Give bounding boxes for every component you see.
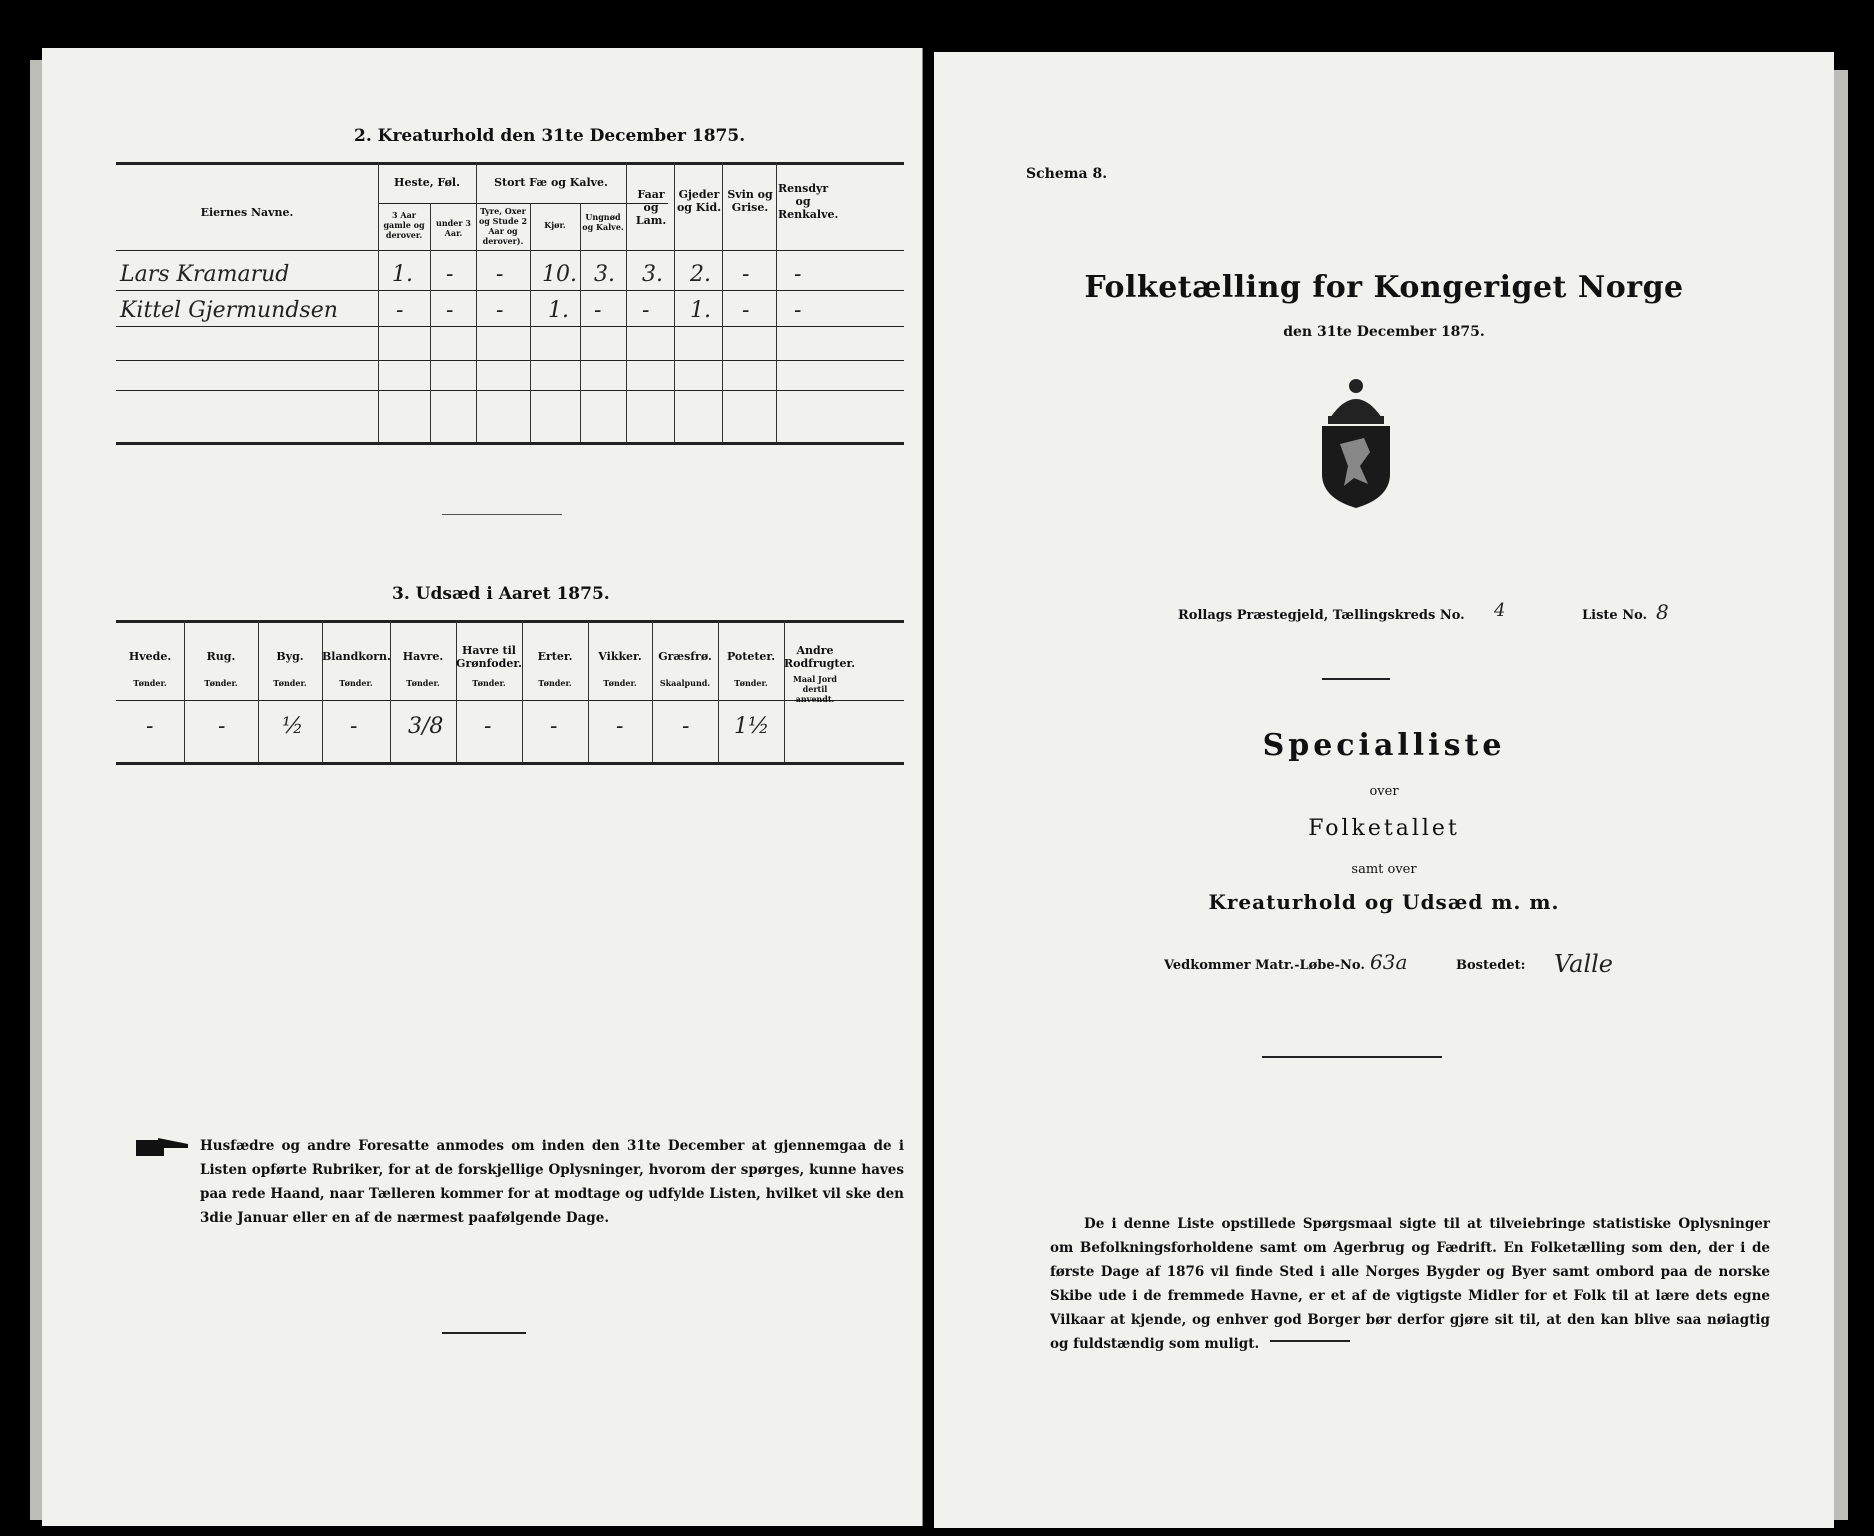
census-title: Folketælling for Kongeriget Norge <box>1084 270 1684 305</box>
list-label: Liste No. <box>1582 608 1648 623</box>
intro-note: De i denne Liste opstillede Spørgsmaal sigte til at tilveiebringe statistiske Oplysninger om Befolkningsforholdene samt om Agerbrug og Fædrift. En Folketælling som den, der i de første Dage af 1876 vil finde Sted i alle Norges Bygder og Byer samt ombord paa de norske Skibe ude i de fremmede Havne, er et af de vigtigste Midler for et Folk til at lære dets egne Vilkaar at kjende, og enhver god Borger bør derfor gjøre sit til, at den kan blive saa nøiagtig og fuldstændig som muligt. <box>1050 1216 1770 1352</box>
divider <box>442 514 562 515</box>
right-page-edge <box>1834 70 1848 1520</box>
parish-label: Rollags Præstegjeld, Tællingskreds No. <box>1178 608 1465 623</box>
livestock-title: 2. Kreaturhold den 31te December 1875. <box>354 126 746 146</box>
horses-header: Heste, Føl. <box>394 176 460 189</box>
census-date: den 31te December 1875. <box>1283 324 1485 340</box>
footnote-text: Husfædre og andre Foresatte anmodes om inden den 31te December at gjennemgaa de i Listen opførte Rubriker, for at de forskjellige Oplysninger, hvorom der spørges, kunne haves paa rede Haand, naar Tælleren kommer for at modtage og udfylde Listen, hvilket vil ske den 3die Januar eller en af de nærmest paafølgende Dage. <box>200 1138 904 1226</box>
kreaturhold-title: Kreaturhold og Udsæd m. m. <box>1208 890 1560 914</box>
owner-names-header: Eiernes Navne. <box>200 206 294 219</box>
schema-label: Schema 8. <box>1026 166 1108 182</box>
matr-value: 63a <box>1370 950 1408 974</box>
livestock-table-bottom <box>116 442 904 445</box>
bosted-label: Bostedet: <box>1456 958 1526 973</box>
right-page: Schema 8. Folketælling for Kongeriget Norge den 31te December 1875. Rollags Præstegjeld, Tællingskreds No. 4 Liste No. 8 Specialliste over Folketallet samt over Kreaturhold og Udsæd m. m. Vedkommer Matr.-Løbe-No. 63a Bostedet: Valle De i denne Liste opstillede Spørgsmaal sigte til at tilveiebringe statistiske Oplysninger om Befolkningsforholdene samt om Agerbrug og Fædrift. En Folketælling som den, der i de første Dage af 1876 vil finde Sted i alle Norges Bygder og Byer samt ombord paa de norske Skibe ude i de fremmede Havne, er et af de vigtigste Midler for et Folk til at lære dets egne Vilkaar at kjende, og enhver god Borger bør derfor gjøre sit til, at den kan blive saa nøiagtig og fuldstændig som muligt. <box>934 52 1834 1528</box>
matr-label: Vedkommer Matr.-Løbe-No. <box>1164 958 1365 973</box>
livestock-row-1-name: Lars Kramarud <box>120 262 290 287</box>
pointing-hand-icon <box>134 1136 192 1158</box>
specialliste-title: Specialliste <box>1262 728 1506 763</box>
seed-title: 3. Udsæd i Aaret 1875. <box>392 584 610 604</box>
cattle-header: Stort Fæ og Kalve. <box>494 176 608 189</box>
left-page: 2. Kreaturhold den 31te December 1875. Eiernes Navne. Heste, Føl. Stort Fæ og Kalve. 3 Aar gamle og derover. under 3 Aar. Tyre, Oxer og Stude 2 Aar og derover). Kjør. Ungnød og Kalve. Faar og Lam. Gjeder og Kid. Svin og Grise. Rensdyr og Renkalve. Lars Kramarud 1. - - 10. 3. 3. 2. - - Kittel Gjermundsen - - - 1. - - 1. - - 3. Udsæd i Aaret 1875. Hvede. Rug. Byg. Blandkorn. Havre. Havre til Grønfoder. Erter. Vikker. Græsfrø. Poteter. Andre Rodfrugter. Tønder. Tønder. Tønder. Tønder. Tønder. Tønder. Tønder. Tønder. Skaalpund. Tønder. Maal Jord dertil anvendt. - - ½ - 3/8 - - - - 1½ Husfædre og andre Foresatte anmodes om inden den 31te December at gjennemgaa de i Listen opførte Rubriker, for at de forskjellige Oplysninger, hvorom der spørges, kunne haves paa rede Haand, naar Tælleren kommer for at modtage og udfylde Listen, hvilket vil ske den 3die Januar eller en af de nærmest paafølgende Dage. <box>42 48 923 1526</box>
list-number: 8 <box>1656 600 1669 624</box>
livestock-row-2-name: Kittel Gjermundsen <box>120 298 338 323</box>
folketallet-title: Folketallet <box>1308 816 1460 841</box>
bosted-value: Valle <box>1554 950 1613 978</box>
coat-of-arms-icon <box>1310 374 1402 510</box>
parish-number: 4 <box>1494 600 1506 621</box>
livestock-table-top <box>116 162 904 165</box>
